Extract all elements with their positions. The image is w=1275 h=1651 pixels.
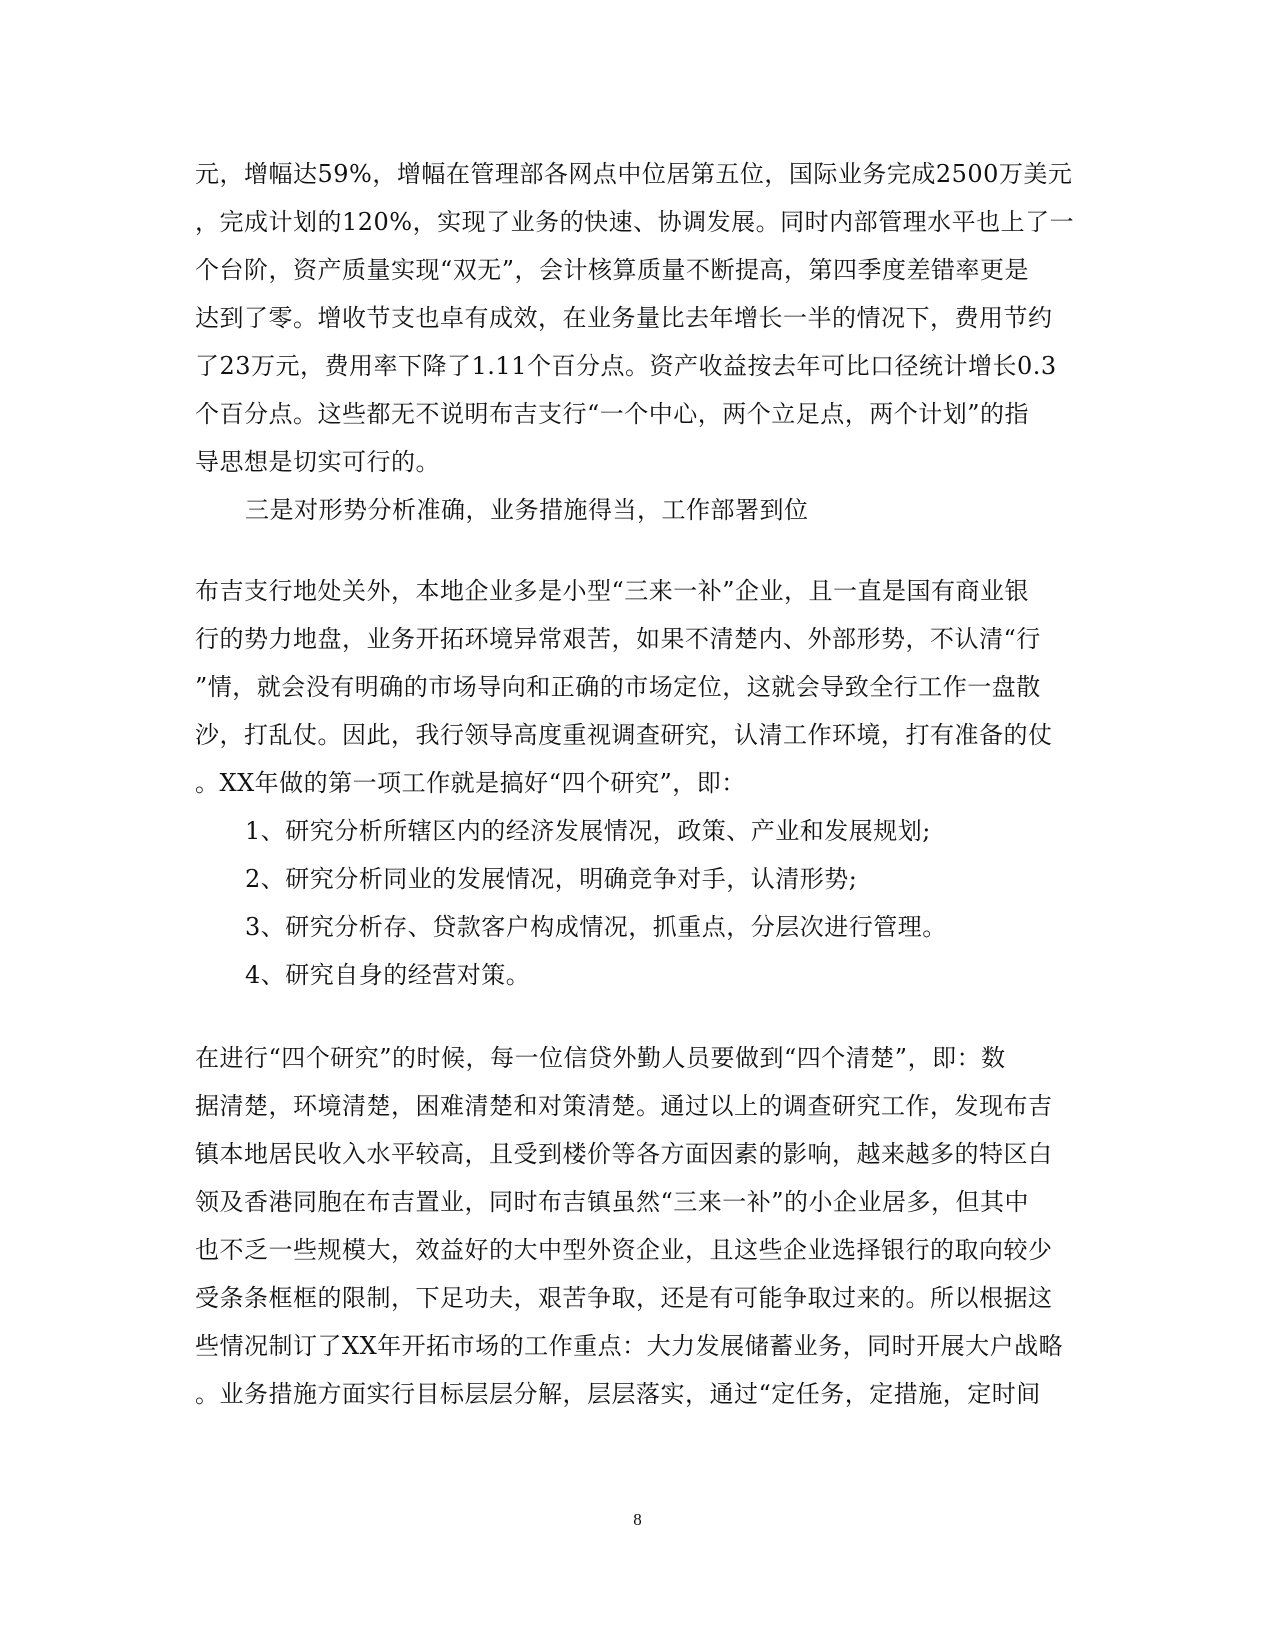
text-line: ，完成计划的120%，实现了业务的快速、协调发展。同时内部管理水平也上了一 [195,208,1075,236]
text-line: 个百分点。这些都无不说明布吉支行“一个中心，两个立足点，两个计划”的指 [195,400,1030,428]
text-line: 行的势力地盘，业务开拓环境异常艰苦，如果不清楚内、外部形势，不认清“行 [195,625,1041,653]
paragraph-2 [195,567,1073,807]
text-line: 领及香港同胞在布吉置业，同时布吉镇虽然“三来一补”的小企业居多，但其中 [195,1188,1030,1216]
paragraph-3 [195,1034,1073,1418]
text-line: 达到了零。增收节支也卓有成效，在业务量比去年增长一半的情况下，费用节约 [195,304,1053,332]
text-line: 了23万元，费用率下降了1.11个百分点。资产收益按去年可比口径统计增长0.3 [195,352,1057,380]
text-line: 据清楚，环境清楚，困难清楚和对策清楚。通过以上的调查研究工作，发现布吉 [195,1092,1053,1120]
text-line: 受条条框框的限制，下足功夫，艰苦争取，还是有可能争取过来的。所以根据这 [195,1284,1053,1312]
text-line: 。XX年做的第一项工作就是搞好“四个研究”，即： [195,769,746,797]
heading-text: 三是对形势分析准确，业务措施得当，工作部署到位 [245,496,809,524]
text-line: 在进行“四个研究”的时候，每一位信贷外勤人员要做到“四个清楚”，即：数 [195,1044,1006,1072]
text-line: 元，增幅达59%，增幅在管理部各网点中位居第五位，国际业务完成2500万美元 [195,160,1073,188]
page-number: 8 [633,1510,642,1529]
text-line: ”情，就会没有明确的市场导向和正确的市场定位，这就会导致全行工作一盘散 [195,673,1041,701]
text-line: 沙，打乱仗。因此，我行领导高度重视调查研究，认清工作环境，打有准备的仗 [195,721,1053,749]
text-line: 布吉支行地处关外，本地企业多是小型“三来一补”企业，且一直是国有商业银 [195,577,1030,605]
text-line: 镇本地居民收入水平较高，且受到楼价等各方面因素的影响，越来越多的特区白 [195,1140,1053,1168]
text-line: 些情况制订了XX年开拓市场的工作重点：大力发展储蓄业务，同时开展大户战略 [195,1332,1064,1360]
text-line: 也不乏一些规模大，效益好的大中型外资企业，且这些企业选择银行的取向较少 [195,1236,1053,1264]
numbered-list [195,807,1073,999]
text-line: 个台阶，资产质量实现“双无”，会计核算质量不断提高，第四季度差错率更是 [195,256,1030,284]
list-item: 1、研究分析所辖区内的经济发展情况，政策、产业和发展规划; [245,817,931,845]
list-item: 4、研究自身的经营对策。 [245,961,531,989]
list-item: 3、研究分析存、贷款客户构成情况，抓重点，分层次进行管理。 [245,913,947,941]
paragraph-1 [195,150,1073,486]
text-line: 。业务措施方面实行目标层层分解，层层落实，通过“定任务，定措施，定时间 [195,1380,1041,1408]
list-item: 2、研究分析同业的发展情况，明确竞争对手，认清形势; [245,865,858,893]
section-heading [195,486,1073,534]
text-line: 导思想是切实可行的。 [195,448,440,476]
